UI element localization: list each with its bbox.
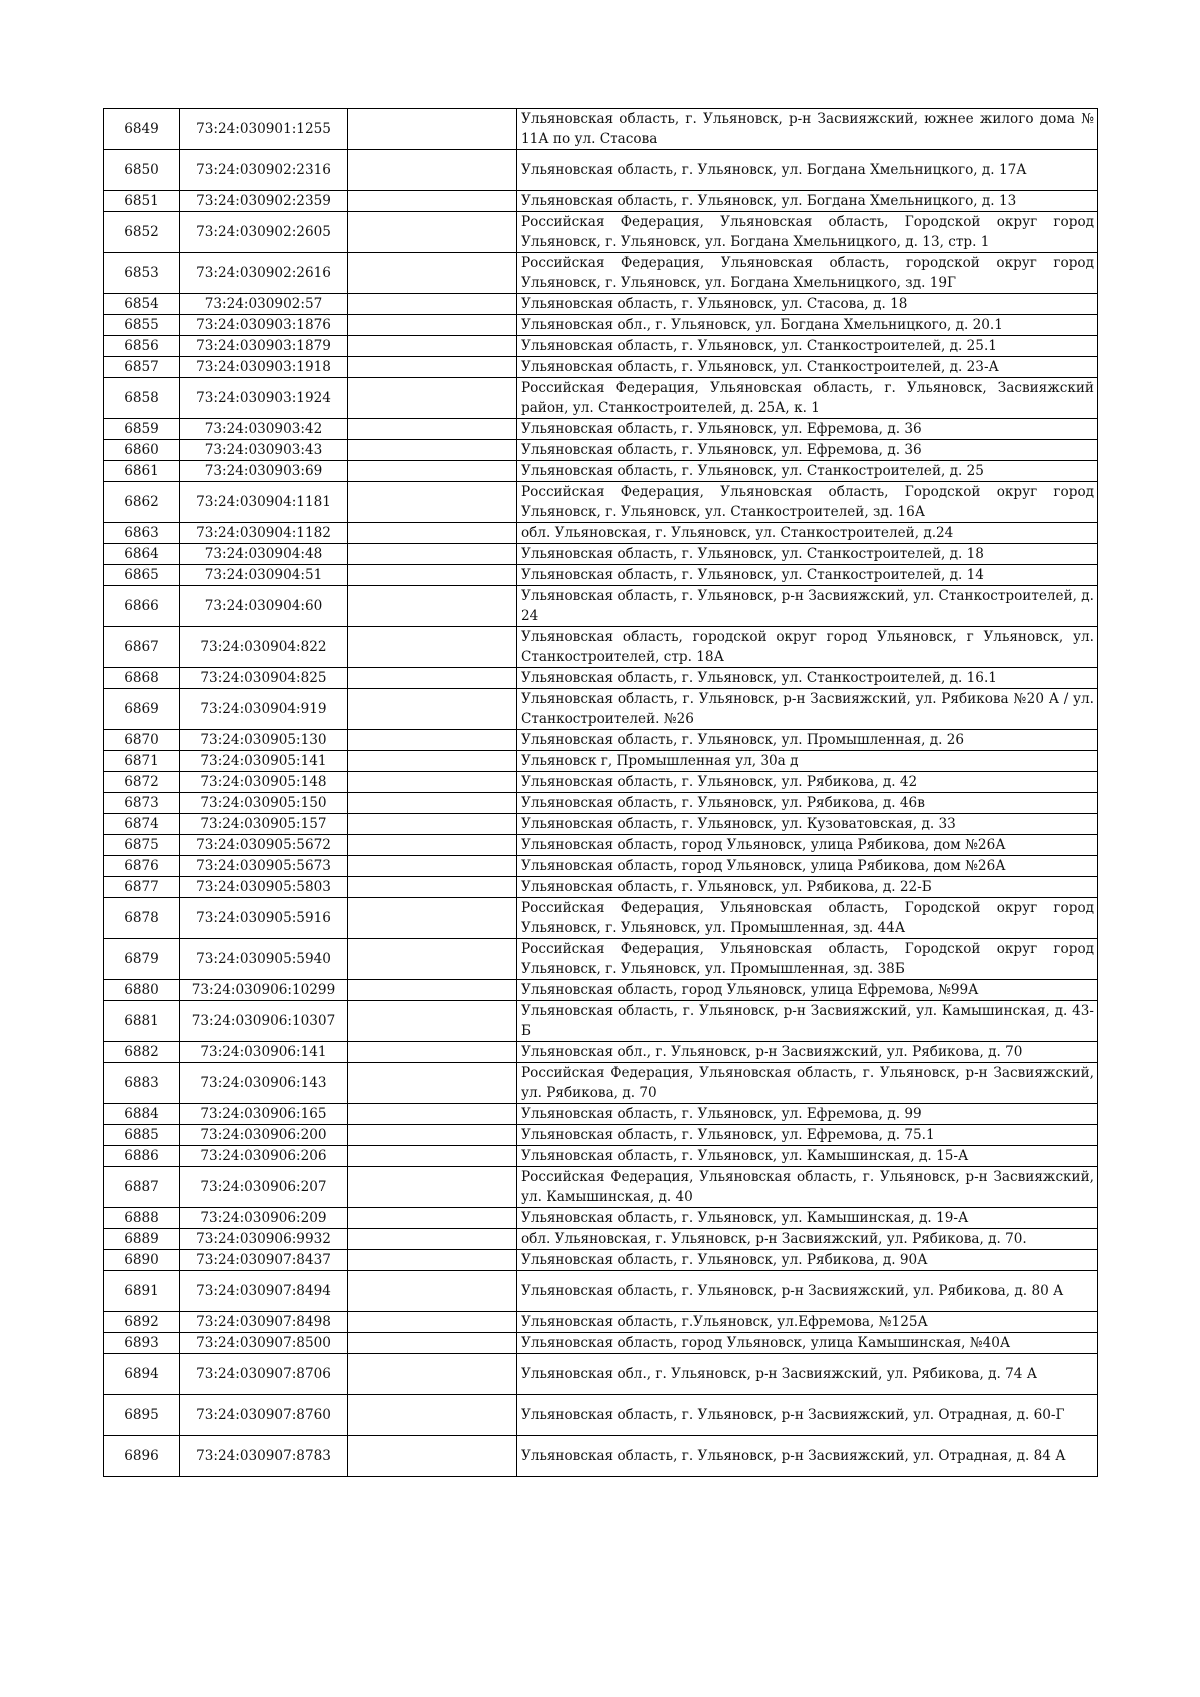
note-cell [348, 294, 517, 315]
table-row [104, 1104, 1098, 1125]
cadastral-number: 73:24:030905:5803 [180, 877, 348, 898]
cadastral-number: 73:24:030903:69 [180, 461, 348, 482]
note-cell [348, 772, 517, 793]
table-row [104, 1436, 1098, 1477]
note-cell [348, 150, 517, 191]
cadastral-number: 73:24:030905:141 [180, 751, 348, 772]
registry-table-body [104, 109, 1098, 1477]
table-row [104, 191, 1098, 212]
table-row [104, 751, 1098, 772]
row-number: 6879 [104, 939, 180, 980]
address-cell: обл. Ульяновская, г. Ульяновск, р-н Засвияжский, ул. Рябикова, д. 70. [517, 1229, 1098, 1250]
cadastral-number: 73:24:030904:51 [180, 565, 348, 586]
row-number: 6866 [104, 586, 180, 627]
note-cell [348, 1146, 517, 1167]
cadastral-number: 73:24:030903:43 [180, 440, 348, 461]
address-cell: Российская Федерация, Ульяновская область, г. Ульяновск, р-н Засвияжский, ул. Рябикова, д. 70 [517, 1063, 1098, 1104]
address-cell: Российская Федерация, Ульяновская область, Городской округ город Ульяновск, г. Ульяновск, ул. Промышленная, зд. 38Б [517, 939, 1098, 980]
address-cell: Ульяновская обл., г. Ульяновск, ул. Богдана Хмельницкого, д. 20.1 [517, 315, 1098, 336]
row-number: 6858 [104, 378, 180, 419]
row-number: 6876 [104, 856, 180, 877]
cadastral-number: 73:24:030907:8706 [180, 1354, 348, 1395]
address-cell: Ульяновская область, г. Ульяновск, ул. Станкостроителей, д. 16.1 [517, 668, 1098, 689]
row-number: 6886 [104, 1146, 180, 1167]
cadastral-number: 73:24:030906:207 [180, 1167, 348, 1208]
row-number: 6862 [104, 482, 180, 523]
address-cell: Ульяновская область, г. Ульяновск, ул. Богдана Хмельницкого, д. 17А [517, 150, 1098, 191]
table-row [104, 419, 1098, 440]
cadastral-number: 73:24:030907:8498 [180, 1312, 348, 1333]
row-number: 6895 [104, 1395, 180, 1436]
note-cell [348, 877, 517, 898]
row-number: 6864 [104, 544, 180, 565]
table-row [104, 877, 1098, 898]
registry-table [103, 108, 1098, 1477]
table-row [104, 1001, 1098, 1042]
table-row [104, 315, 1098, 336]
cadastral-number: 73:24:030905:148 [180, 772, 348, 793]
cadastral-number: 73:24:030904:919 [180, 689, 348, 730]
row-number: 6888 [104, 1208, 180, 1229]
row-number: 6853 [104, 253, 180, 294]
cadastral-number: 73:24:030907:8437 [180, 1250, 348, 1271]
table-row [104, 1333, 1098, 1354]
cadastral-number: 73:24:030906:10299 [180, 980, 348, 1001]
address-cell: Ульяновская область, г. Ульяновск, ул. Камышинская, д. 19-А [517, 1208, 1098, 1229]
note-cell [348, 730, 517, 751]
address-cell: Ульяновская обл., г. Ульяновск, р-н Засвияжский, ул. Рябикова, д. 74 А [517, 1354, 1098, 1395]
note-cell [348, 1063, 517, 1104]
note-cell [348, 586, 517, 627]
table-row [104, 1167, 1098, 1208]
row-number: 6855 [104, 315, 180, 336]
table-row [104, 1354, 1098, 1395]
table-row [104, 1146, 1098, 1167]
table-row [104, 336, 1098, 357]
cadastral-number: 73:24:030903:1876 [180, 315, 348, 336]
address-cell: Ульяновская область, г. Ульяновск, р-н Засвияжский, ул. Рябикова, д. 80 А [517, 1271, 1098, 1312]
cadastral-number: 73:24:030903:1924 [180, 378, 348, 419]
note-cell [348, 1229, 517, 1250]
address-cell: Ульяновская область, г. Ульяновск, ул. Станкостроителей, д. 25.1 [517, 336, 1098, 357]
cadastral-number: 73:24:030905:5672 [180, 835, 348, 856]
table-row [104, 440, 1098, 461]
address-cell: Ульяновская область, г. Ульяновск, ул. Ефремова, д. 36 [517, 419, 1098, 440]
table-row [104, 772, 1098, 793]
row-number: 6878 [104, 898, 180, 939]
address-cell: Ульяновск г, Промышленная ул, 30а д [517, 751, 1098, 772]
note-cell [348, 1333, 517, 1354]
note-cell [348, 1104, 517, 1125]
address-cell: Ульяновская область, г. Ульяновск, р-н Засвияжский, ул. Отрадная, д. 60-Г [517, 1395, 1098, 1436]
note-cell [348, 1250, 517, 1271]
cadastral-number: 73:24:030902:2359 [180, 191, 348, 212]
table-row [104, 814, 1098, 835]
table-row [104, 586, 1098, 627]
address-cell: Ульяновская область, г. Ульяновск, ул. Камышинская, д. 15-А [517, 1146, 1098, 1167]
row-number: 6874 [104, 814, 180, 835]
table-row [104, 689, 1098, 730]
address-cell: Ульяновская область, г. Ульяновск, ул. Ефремова, д. 36 [517, 440, 1098, 461]
address-cell: Ульяновская область, город Ульяновск, улица Ефремова, №99А [517, 980, 1098, 1001]
table-row [104, 898, 1098, 939]
note-cell [348, 357, 517, 378]
row-number: 6861 [104, 461, 180, 482]
table-row [104, 482, 1098, 523]
cadastral-number: 73:24:030906:10307 [180, 1001, 348, 1042]
note-cell [348, 1125, 517, 1146]
note-cell [348, 336, 517, 357]
table-row [104, 835, 1098, 856]
note-cell [348, 793, 517, 814]
row-number: 6856 [104, 336, 180, 357]
cadastral-number: 73:24:030904:822 [180, 627, 348, 668]
address-cell: Ульяновская область, г.Ульяновск, ул.Ефремова, №125А [517, 1312, 1098, 1333]
address-cell: Ульяновская область, г. Ульяновск, р-н Засвияжский, ул. Камышинская, д. 43-Б [517, 1001, 1098, 1042]
table-row [104, 544, 1098, 565]
row-number: 6889 [104, 1229, 180, 1250]
cadastral-number: 73:24:030906:141 [180, 1042, 348, 1063]
address-cell: Ульяновская область, г. Ульяновск, р-н Засвияжский, ул. Отрадная, д. 84 А [517, 1436, 1098, 1477]
cadastral-number: 73:24:030902:2616 [180, 253, 348, 294]
note-cell [348, 1312, 517, 1333]
cadastral-number: 73:24:030905:5940 [180, 939, 348, 980]
cadastral-number: 73:24:030904:1182 [180, 523, 348, 544]
table-row [104, 1063, 1098, 1104]
row-number: 6869 [104, 689, 180, 730]
note-cell [348, 419, 517, 440]
note-cell [348, 668, 517, 689]
row-number: 6854 [104, 294, 180, 315]
row-number: 6857 [104, 357, 180, 378]
row-number: 6875 [104, 835, 180, 856]
row-number: 6859 [104, 419, 180, 440]
note-cell [348, 191, 517, 212]
table-row [104, 294, 1098, 315]
note-cell [348, 627, 517, 668]
table-row [104, 1312, 1098, 1333]
table-row [104, 1271, 1098, 1312]
cadastral-number: 73:24:030904:1181 [180, 482, 348, 523]
table-row [104, 253, 1098, 294]
cadastral-number: 73:24:030905:5673 [180, 856, 348, 877]
row-number: 6884 [104, 1104, 180, 1125]
note-cell [348, 440, 517, 461]
address-cell: Ульяновская область, г. Ульяновск, ул. Ефремова, д. 75.1 [517, 1125, 1098, 1146]
row-number: 6867 [104, 627, 180, 668]
cadastral-number: 73:24:030907:8760 [180, 1395, 348, 1436]
address-cell: Ульяновская область, город Ульяновск, улица Рябикова, дом №26А [517, 835, 1098, 856]
note-cell [348, 1208, 517, 1229]
row-number: 6863 [104, 523, 180, 544]
table-row [104, 357, 1098, 378]
address-cell: Российская Федерация, Ульяновская область, г. Ульяновск, р-н Засвияжский, ул. Камышинская, д. 40 [517, 1167, 1098, 1208]
row-number: 6887 [104, 1167, 180, 1208]
cadastral-number: 73:24:030905:5916 [180, 898, 348, 939]
note-cell [348, 315, 517, 336]
note-cell [348, 939, 517, 980]
note-cell [348, 814, 517, 835]
note-cell [348, 523, 517, 544]
row-number: 6877 [104, 877, 180, 898]
note-cell [348, 109, 517, 150]
table-row [104, 1229, 1098, 1250]
row-number: 6872 [104, 772, 180, 793]
cadastral-number: 73:24:030906:200 [180, 1125, 348, 1146]
cadastral-number: 73:24:030905:157 [180, 814, 348, 835]
cadastral-number: 73:24:030907:8783 [180, 1436, 348, 1477]
address-cell: Ульяновская область, г. Ульяновск, ул. Промышленная, д. 26 [517, 730, 1098, 751]
row-number: 6892 [104, 1312, 180, 1333]
table-row [104, 109, 1098, 150]
address-cell: Ульяновская область, г. Ульяновск, ул. Рябикова, д. 90А [517, 1250, 1098, 1271]
row-number: 6851 [104, 191, 180, 212]
table-row [104, 856, 1098, 877]
row-number: 6849 [104, 109, 180, 150]
cadastral-number: 73:24:030903:1879 [180, 336, 348, 357]
cadastral-number: 73:24:030904:60 [180, 586, 348, 627]
row-number: 6883 [104, 1063, 180, 1104]
row-number: 6870 [104, 730, 180, 751]
note-cell [348, 565, 517, 586]
note-cell [348, 1436, 517, 1477]
address-cell: Ульяновская область, г. Ульяновск, р-н Засвияжский, южнее жилого дома № 11А по ул. Стасова [517, 109, 1098, 150]
table-row [104, 212, 1098, 253]
note-cell [348, 1167, 517, 1208]
cadastral-number: 73:24:030906:206 [180, 1146, 348, 1167]
note-cell [348, 1042, 517, 1063]
row-number: 6865 [104, 565, 180, 586]
note-cell [348, 1395, 517, 1436]
note-cell [348, 253, 517, 294]
row-number: 6852 [104, 212, 180, 253]
cadastral-number: 73:24:030907:8494 [180, 1271, 348, 1312]
note-cell [348, 980, 517, 1001]
address-cell: Российская Федерация, Ульяновская область, Городской округ город Ульяновск, г. Ульяновск, ул. Промышленная, зд. 44А [517, 898, 1098, 939]
table-row [104, 1042, 1098, 1063]
note-cell [348, 689, 517, 730]
cadastral-number: 73:24:030906:209 [180, 1208, 348, 1229]
cadastral-number: 73:24:030902:57 [180, 294, 348, 315]
cadastral-number: 73:24:030904:825 [180, 668, 348, 689]
address-cell: Ульяновская область, г. Ульяновск, р-н Засвияжский, ул. Рябикова №20 А / ул. Станкостроителей. №26 [517, 689, 1098, 730]
note-cell [348, 835, 517, 856]
table-row [104, 793, 1098, 814]
row-number: 6894 [104, 1354, 180, 1395]
table-row [104, 150, 1098, 191]
note-cell [348, 751, 517, 772]
table-row [104, 1250, 1098, 1271]
note-cell [348, 378, 517, 419]
row-number: 6891 [104, 1271, 180, 1312]
row-number: 6885 [104, 1125, 180, 1146]
address-cell: Ульяновская область, г. Ульяновск, ул. Ефремова, д. 99 [517, 1104, 1098, 1125]
row-number: 6868 [104, 668, 180, 689]
address-cell: Ульяновская область, г. Ульяновск, ул. Кузоватовская, д. 33 [517, 814, 1098, 835]
cadastral-number: 73:24:030906:9932 [180, 1229, 348, 1250]
note-cell [348, 212, 517, 253]
note-cell [348, 1354, 517, 1395]
note-cell [348, 544, 517, 565]
row-number: 6896 [104, 1436, 180, 1477]
address-cell: Российская Федерация, Ульяновская область, городской округ город Ульяновск, г. Ульяновск, ул. Богдана Хмельницкого, зд. 19Г [517, 253, 1098, 294]
address-cell: Ульяновская область, г. Ульяновск, ул. Рябикова, д. 42 [517, 772, 1098, 793]
row-number: 6893 [104, 1333, 180, 1354]
note-cell [348, 898, 517, 939]
row-number: 6882 [104, 1042, 180, 1063]
row-number: 6871 [104, 751, 180, 772]
cadastral-number: 73:24:030907:8500 [180, 1333, 348, 1354]
row-number: 6860 [104, 440, 180, 461]
table-row [104, 378, 1098, 419]
note-cell [348, 1271, 517, 1312]
note-cell [348, 482, 517, 523]
row-number: 6881 [104, 1001, 180, 1042]
row-number: 6850 [104, 150, 180, 191]
table-row [104, 627, 1098, 668]
table-row [104, 565, 1098, 586]
address-cell: Ульяновская область, г. Ульяновск, ул. Рябикова, д. 22-Б [517, 877, 1098, 898]
address-cell: Ульяновская область, г. Ульяновск, р-н Засвияжский, ул. Станкостроителей, д. 24 [517, 586, 1098, 627]
cadastral-number: 73:24:030902:2316 [180, 150, 348, 191]
cadastral-number: 73:24:030905:130 [180, 730, 348, 751]
cadastral-number: 73:24:030903:1918 [180, 357, 348, 378]
cadastral-number: 73:24:030901:1255 [180, 109, 348, 150]
address-cell: Ульяновская область, г. Ульяновск, ул. Станкостроителей, д. 25 [517, 461, 1098, 482]
address-cell: Ульяновская область, г. Ульяновск, ул. Стасова, д. 18 [517, 294, 1098, 315]
note-cell [348, 461, 517, 482]
address-cell: Ульяновская область, г. Ульяновск, ул. Богдана Хмельницкого, д. 13 [517, 191, 1098, 212]
table-row [104, 1395, 1098, 1436]
note-cell [348, 1001, 517, 1042]
address-cell: Российская Федерация, Ульяновская область, г. Ульяновск, Засвияжский район, ул. Станкостроителей, д. 25А, к. 1 [517, 378, 1098, 419]
cadastral-number: 73:24:030902:2605 [180, 212, 348, 253]
address-cell: Ульяновская область, г. Ульяновск, ул. Станкостроителей, д. 18 [517, 544, 1098, 565]
address-cell: обл. Ульяновская, г. Ульяновск, ул. Станкостроителей, д.24 [517, 523, 1098, 544]
note-cell [348, 856, 517, 877]
row-number: 6880 [104, 980, 180, 1001]
cadastral-number: 73:24:030903:42 [180, 419, 348, 440]
address-cell: Ульяновская область, г. Ульяновск, ул. Станкостроителей, д. 14 [517, 565, 1098, 586]
address-cell: Ульяновская область, город Ульяновск, улица Рябикова, дом №26А [517, 856, 1098, 877]
address-cell: Ульяновская область, городской округ город Ульяновск, г Ульяновск, ул. Станкостроителей, стр. 18А [517, 627, 1098, 668]
cadastral-number: 73:24:030906:143 [180, 1063, 348, 1104]
cadastral-number: 73:24:030904:48 [180, 544, 348, 565]
table-row [104, 980, 1098, 1001]
table-row [104, 523, 1098, 544]
table-row [104, 939, 1098, 980]
table-row [104, 1208, 1098, 1229]
table-row [104, 668, 1098, 689]
cadastral-number: 73:24:030906:165 [180, 1104, 348, 1125]
address-cell: Ульяновская обл., г. Ульяновск, р-н Засвияжский, ул. Рябикова, д. 70 [517, 1042, 1098, 1063]
address-cell: Российская Федерация, Ульяновская область, Городской округ город Ульяновск, г. Ульяновск, ул. Станкостроителей, зд. 16А [517, 482, 1098, 523]
address-cell: Ульяновская область, г. Ульяновск, ул. Рябикова, д. 46в [517, 793, 1098, 814]
address-cell: Ульяновская область, г. Ульяновск, ул. Станкостроителей, д. 23-А [517, 357, 1098, 378]
table-row [104, 1125, 1098, 1146]
row-number: 6873 [104, 793, 180, 814]
address-cell: Ульяновская область, город Ульяновск, улица Камышинская, №40А [517, 1333, 1098, 1354]
cadastral-number: 73:24:030905:150 [180, 793, 348, 814]
table-row [104, 730, 1098, 751]
row-number: 6890 [104, 1250, 180, 1271]
table-row [104, 461, 1098, 482]
address-cell: Российская Федерация, Ульяновская область, Городской округ город Ульяновск, г. Ульяновск, ул. Богдана Хмельницкого, д. 13, стр. 1 [517, 212, 1098, 253]
